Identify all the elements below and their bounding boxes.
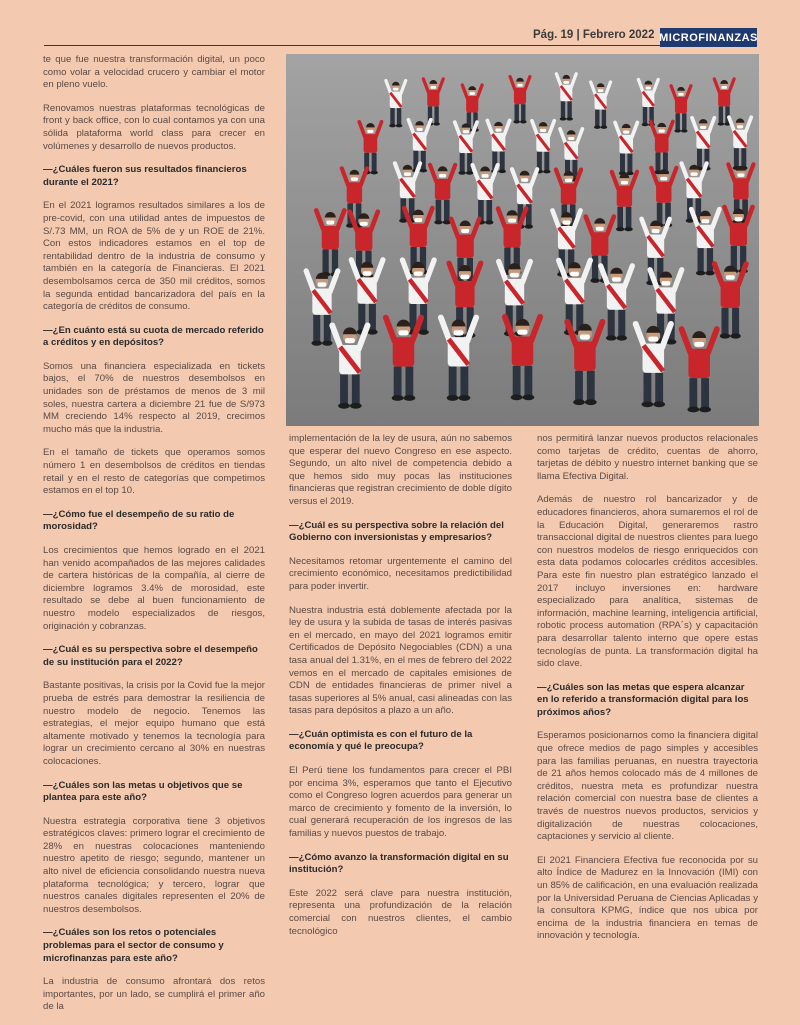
magazine-brand-logo: MICROFINANZAS <box>660 28 757 47</box>
paragraph: Los crecimientos que hemos logrado en el 2021 han venido acompañados de las mejores calidades de cartera históricas de la compañía, al cierre de diciembre logramos 3.4% de morosidad, este resultado se debe al buen funcionamiento de nuestro modelo especializados de riesgos, originación y cobranzas. <box>43 545 265 632</box>
paragraph: te que fue nuestra transformación digital, un poco como volar a velocidad crucero y cambiar el motor en pleno vuelo. <box>43 54 265 91</box>
interview-question: —¿Cuál es su perspectiva sobre el desempeño de su institución para el 2022? <box>43 644 258 668</box>
header-rule <box>44 45 757 46</box>
interview-question: —¿Cuáles fueron sus resultados financieros durante el 2021? <box>43 164 247 188</box>
paragraph: La industria de consumo afrontará dos retos importantes, por un lado, se cumplirá el primer año de la <box>43 976 265 1013</box>
interview-question: —¿Cuáles son los retos o potenciales problemas para el sector de consumo y microfinanzas para este año? <box>43 927 224 964</box>
group-photo <box>286 54 759 426</box>
paragraph: Esperamos posicionarnos como la financiera digital que ofrece medios de pago simples y accesibles para las familias peruanas, en nuestra trayectoria de 21 años hemos colocado más de 4 millones de créditos, nuestra meta es profundizar nuestra relación comercial con nuestra base de clientes a través de nuestros nuevos productos, servicios y digitalización de nuestras colocaciones, captaciones y servicio al cliente. <box>537 730 758 843</box>
paragraph: El Perú tiene los fundamentos para crecer el PBI por encima 3%, esperamos que tanto el Ejecutivo como el Congreso logren acuerdos para generar un marco de crecimiento y fomento de la inversión, lo cual generará recuperación de los ingresos de las familias y nuevos puestos de trabajo. <box>289 765 512 840</box>
paragraph: Además de nuestro rol bancarizador y de educadores financieros, ahora sumaremos el rol de la Educación Digital, generaremos rastro transaccional digital de nuestros clientes para luego con nuestros modelos de riesgo enriquecidos con esta data podamos colocarles créditos accesibles. Para este fin nuestro plan estratégico lanzado el 2017 incluyo inversiones en: hardware especializado para analítica, sistemas de información, machine learning, inteligencia artificial, robotic process automation (RPA´s) y capacitación para desarrollar talento interno que opere estas tecnologías de punta. La transformación digital ha sido clave. <box>537 494 758 670</box>
interview-question: —¿Cómo fue el desempeño de su ratio de morosidad? <box>43 508 235 533</box>
paragraph: Nuestra industria está doblemente afectada por la ley de usura y la subida de tasas de interés pasivas en el mercado, en mayo del 2021 logramos emitir Certificados de Depósito Negociables (CDN) a una tasa anual del 1.31%, en el mes de febrero del 2022 vemos en el mercado de capitales emisiones de CDN de entidades financieras de primer nivel a tasas superiores al 5% anual, casi alineadas con las tasas para depósitos a plazo a un año. <box>289 604 512 717</box>
paragraph: Renovamos nuestras plataformas tecnológicas de front y back office, con lo cual contamos ya con una sólida plataforma world class para crecer en volúmenes y desarrollo de nuevos productos. <box>43 102 265 152</box>
interview-question: —¿Cuáles son las metas que espera alcanzar en lo referido a transformación digital para los próximos años? <box>537 681 749 718</box>
page-info: Pág. 19 | Febrero 2022 <box>533 29 655 41</box>
paragraph: implementación de la ley de usura, aún no sabemos que esperar del nuevo Congreso en ese aspecto. Segundo, un alto nivel de competencia debido a que hemos sido muy pocas las instituciones financieras que registran crecimiento de doble dígito versus el 2019. <box>289 433 512 507</box>
paragraph: Somos una financiera especializada en tickets bajos, el 70% de nuestros desembolsos en unidades son de préstamos de menos de 3 mil soles, nuestra cartera a diciembre 21 fue de S/973 MM creciendo 14% respecto al 2019, crecimos mucho más que la industria. <box>43 360 265 435</box>
paragraph: nos permitirá lanzar nuevos productos relacionales como tarjetas de crédito, cuentas de ahorro, tarjetas de débito y nuestro internet banking que se llama Efectiva Digital. <box>537 433 758 482</box>
interview-question: —¿En cuánto está su cuota de mercado referido a créditos y en depósitos? <box>43 324 264 349</box>
interview-question: —¿Cuán optimista es con el futuro de la economía y qué le preocupa? <box>289 728 473 753</box>
paragraph: Bastante positivas, la crisis por la Covid fue la mejor prueba de estrés para demostrar la resiliencia de nuestro modelo de negocio. Tenemos las estrategias, el mejor equipo humano que está altamente motivado y tenemos la tecnología para lograr un crecimiento cercano al 30% en nuestras colocaciones. <box>43 680 265 767</box>
article-column-2 <box>289 433 512 949</box>
paragraph: Este 2022 será clave para nuestra institución, representa una profundización de la relación comercial con nuestros clientes, el cambio tecnológico <box>289 887 512 937</box>
interview-question: —¿Cómo avanzo la transformación digital en su institución? <box>289 851 509 876</box>
paragraph: En el tamaño de tickets que operamos somos número 1 en desembolsos de créditos en tiendas retail y en el resto de categorías que competimos estamos en el top 10. <box>43 447 265 497</box>
paragraph: En el 2021 logramos resultados similares a los de pre-covid, con una utilidad antes de impuestos de S/.73 MM, un ROA de 5% de y un ROE de 21%. Con estos indicadores estamos en el top de rentabilidad dentro de la industria de consumo y también en la categoría de Financieras. El 2021 desembolsamos cerca de 350 mil créditos, somos la segunda entidad bancarizadora del país en la categoría de créditos de consumo. <box>43 200 265 313</box>
interview-question: —¿Cuáles son las metas u objetivos que se plantea para este año? <box>43 779 243 804</box>
paragraph: Nuestra estrategia corporativa tiene 3 objetivos estratégicos claves: primero lograr el crecimiento de 28% en nuestras colocaciones manteniendo nuestro apetito de riesgo; segundo, mantener un alto nivel de eficiencia consolidando nuestra nueva plataforma tecnológica; y tercero, lograr que nuestros canales digitales representen el 20% de nuestros desembolsos. <box>43 815 265 915</box>
interview-question: —¿Cuál es su perspectiva sobre la relación del Gobierno con inversionistas y empresarios? <box>289 519 504 544</box>
paragraph: El 2021 Financiera Efectiva fue reconocida por su alto Índice de Madurez en la Innovación (IMI) con un 85% de calificación, en una evaluación realizada por la Universidad Peruana de Ciencias Aplicadas y la consultora KPMG, índice que nos ubica por encima de la industria financiera en temas de innovación y tecnología. <box>537 854 758 942</box>
article-column-3 <box>537 433 758 954</box>
crowd-illustration <box>286 54 759 426</box>
article-column-1 <box>43 54 265 1025</box>
paragraph: Necesitamos retomar urgentemente el camino del crecimiento económico, necesitamos predictibilidad para poder invertir. <box>289 555 512 592</box>
